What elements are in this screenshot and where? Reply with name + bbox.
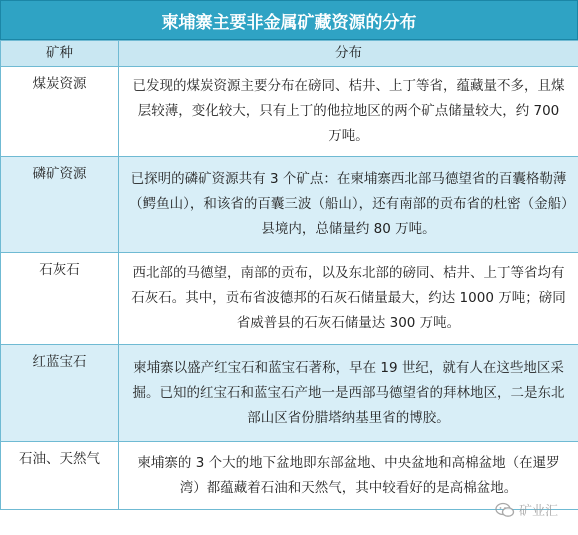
- header-distribution: 分布: [119, 41, 578, 67]
- distribution-text: 柬埔寨的 3 个大的地下盆地即东部盆地、中央盆地和高棉盆地（在暹罗湾）都蕴藏着石油和天然气，其中较看好的是高棉盆地。: [119, 442, 578, 510]
- table-header-row: [1, 41, 578, 67]
- mineral-name: 红蓝宝石: [1, 345, 119, 442]
- mineral-name: 石油、天然气: [1, 442, 119, 510]
- distribution-text: 西北部的马德望，南部的贡布，以及东北部的磅同、桔井、上丁等省均有石灰石。其中，贡布省波德邦的石灰石储量最大，约达 1000 万吨；磅同省威普县的石灰石储量达 300 万吨。: [119, 253, 578, 345]
- table-row: [1, 157, 578, 253]
- table-row: [1, 345, 578, 442]
- distribution-text: 已发现的煤炭资源主要分布在磅同、桔井、上丁等省，蕴藏量不多，且煤层较薄，变化较大，只有上丁的他拉地区的两个矿点储量较大，约 700 万吨。: [119, 67, 578, 157]
- table-title: 柬埔寨主要非金属矿藏资源的分布: [0, 0, 578, 40]
- wechat-icon: [495, 502, 515, 518]
- table-row: [1, 253, 578, 345]
- distribution-text: 已探明的磷矿资源共有 3 个矿点：在柬埔寨西北部马德望省的百囊格勒薄（鳄鱼山），和该省的百囊三波（船山），还有南部的贡布省的杜密（金船）县境内，总储量约 80 万吨。: [119, 157, 578, 253]
- header-mineral-type: 矿种: [1, 41, 119, 67]
- watermark: [495, 500, 558, 519]
- mineral-name: 煤炭资源: [1, 67, 119, 157]
- mineral-name: 石灰石: [1, 253, 119, 345]
- minerals-table: [0, 40, 578, 510]
- table-row: [1, 442, 578, 510]
- watermark-text: 矿业汇: [518, 504, 558, 519]
- distribution-text: 柬埔寨以盛产红宝石和蓝宝石著称，早在 19 世纪，就有人在这些地区采掘。已知的红宝石和蓝宝石产地一是西部马德望省的拜林地区，二是东北部山区省份腊塔纳基里省的博胶。: [119, 345, 578, 442]
- mineral-name: 磷矿资源: [1, 157, 119, 253]
- table-row: [1, 67, 578, 157]
